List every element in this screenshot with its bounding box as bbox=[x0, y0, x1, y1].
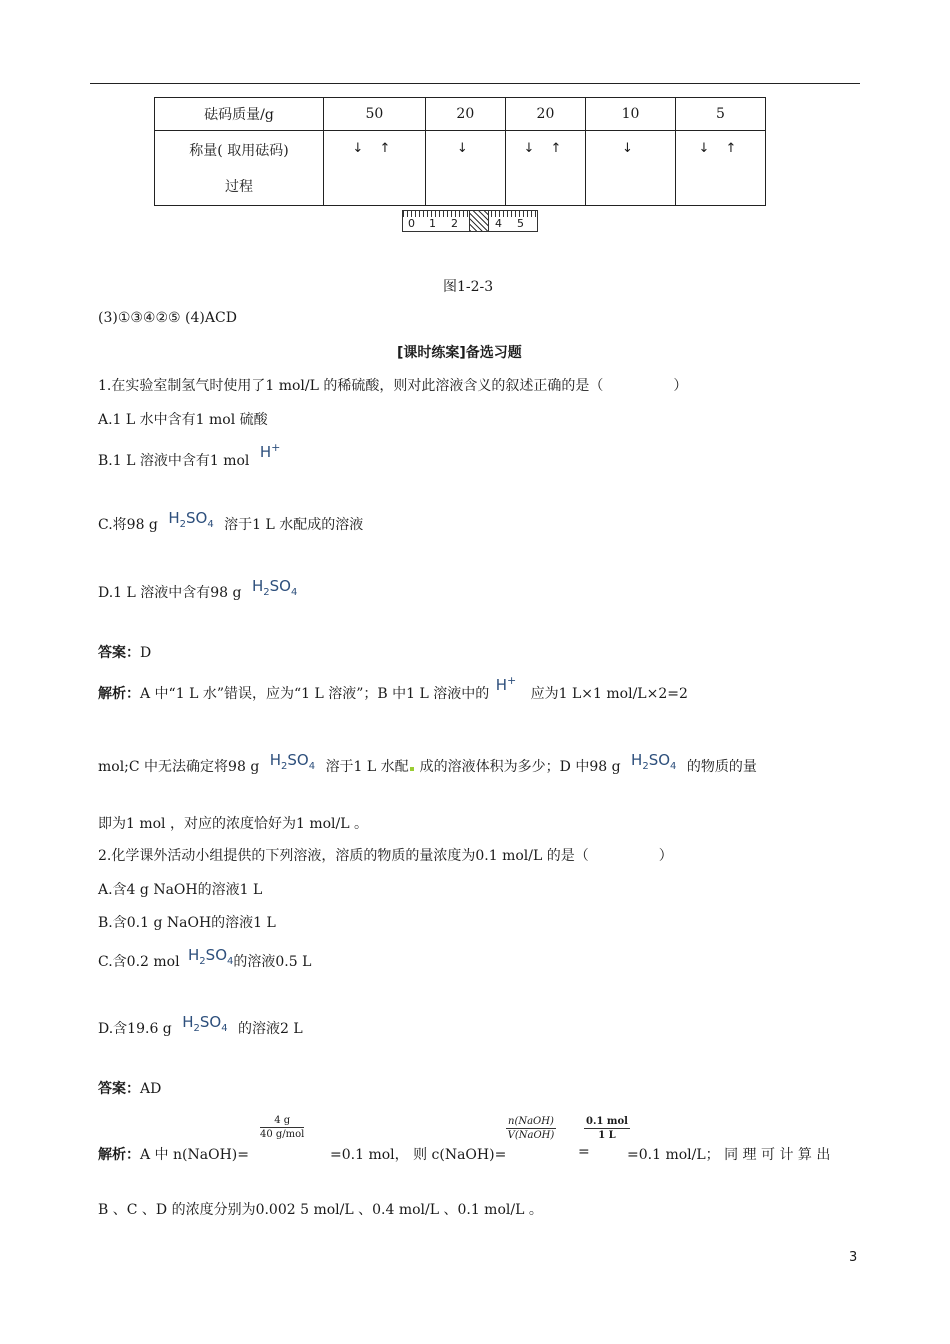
formula-text: SO bbox=[205, 946, 227, 964]
fraction-concentration bbox=[584, 1116, 630, 1141]
fraction-n-over-v bbox=[506, 1116, 556, 1141]
row-label-line2: 过程 bbox=[224, 179, 253, 195]
analysis-text: A 中 n(NaOH)= bbox=[140, 1147, 249, 1163]
arrow-icon: ↓ bbox=[622, 141, 639, 156]
ruler-label: 0 bbox=[408, 217, 415, 230]
section-title: [课时练案]备选习题 bbox=[397, 345, 522, 361]
fraction-denominator: 40 g/mol bbox=[260, 1129, 305, 1140]
q1-analysis-line3: 即为1 mol ，对应的浓度恰好为1 mol/L 。 bbox=[98, 816, 368, 832]
ruler-label: 5 bbox=[517, 217, 524, 230]
analysis-text: 成的溶液体积为多少；D 中98 g bbox=[419, 759, 621, 775]
table-cell bbox=[586, 131, 676, 206]
analysis-label: 解析： bbox=[98, 1147, 140, 1163]
fraction-numerator: 4 g bbox=[260, 1115, 304, 1128]
q2-option-d-post: 的溶液2 L bbox=[238, 1021, 303, 1037]
formula-sub: 2 bbox=[263, 587, 270, 598]
arrow-icon: ↓ ↑ bbox=[698, 141, 743, 156]
table-row-label bbox=[155, 131, 324, 206]
q2-option-b: B.含0.1 g NaOH的溶液1 L bbox=[98, 915, 276, 931]
q2-stem: 2.化学课外活动小组提供的下列溶液，溶质的物质的量浓度为0.1 mol/L 的是（ ） bbox=[98, 848, 673, 864]
table-cell bbox=[323, 131, 425, 206]
table-cell bbox=[425, 131, 505, 206]
formula-h2so4 bbox=[182, 1013, 228, 1034]
formula-sub: 2 bbox=[193, 1023, 200, 1034]
analysis-text: mol;C 中无法确定将98 g bbox=[98, 759, 260, 775]
q2-option-d-pre: D.含19.6 g bbox=[98, 1021, 172, 1037]
q2-option-c-pre: C.含0.2 mol bbox=[98, 954, 180, 970]
arrow-icon: ↓ ↑ bbox=[523, 141, 568, 156]
fraction-numerator: 0.1 mol bbox=[586, 1116, 628, 1127]
formula-sub: 4 bbox=[221, 1023, 228, 1034]
figure-caption: 图1-2-3 bbox=[443, 279, 494, 295]
formula-text: H bbox=[188, 946, 200, 964]
q1-option-c bbox=[98, 509, 364, 536]
formula-text: H bbox=[259, 443, 272, 461]
analysis-text: A 中“1 L 水”错误，应为“1 L 溶液”；B 中1 L 溶液中的 bbox=[140, 686, 490, 702]
q2-option-a: A.含4 g NaOH的溶液1 L bbox=[98, 882, 263, 898]
formula-text: H bbox=[631, 751, 643, 769]
q1-option-a: A.1 L 水中含有1 mol 硫酸 bbox=[98, 412, 268, 428]
q2-analysis-equals: = bbox=[578, 1144, 590, 1160]
formula-text: H bbox=[251, 577, 264, 595]
q2-analysis-line1-left bbox=[98, 1144, 249, 1164]
fraction-mass-over-molar bbox=[260, 1115, 304, 1140]
header-rule bbox=[90, 83, 860, 84]
formula-text: SO bbox=[199, 1013, 222, 1031]
formula-text: SO bbox=[648, 751, 671, 769]
table-cell: 5 bbox=[675, 98, 765, 131]
formula-sub: 4 bbox=[290, 587, 298, 598]
q1-option-d bbox=[98, 577, 298, 604]
table-row-label: 砝码质量/g bbox=[155, 98, 324, 131]
analysis-label: 解析： bbox=[98, 686, 140, 702]
q1-option-c-pre: C.将98 g bbox=[98, 517, 158, 533]
formula-sub: 4 bbox=[207, 519, 214, 530]
q1-option-b bbox=[98, 441, 281, 470]
row-label-line1: 称量( 取用砝码) bbox=[189, 143, 289, 159]
rider-marker bbox=[469, 211, 489, 231]
formula-text: H bbox=[269, 751, 282, 769]
formula-h2so4 bbox=[188, 946, 234, 967]
q1-answer bbox=[98, 642, 151, 662]
ruler-label: 1 bbox=[429, 217, 436, 230]
fraction-denominator: V(NaOH) bbox=[507, 1130, 555, 1141]
table-cell bbox=[675, 131, 765, 206]
q1-option-d-text: D.1 L 溶液中含有98 g bbox=[98, 585, 242, 601]
formula-sub: 2 bbox=[642, 761, 649, 772]
answer-value: D bbox=[140, 645, 152, 661]
answer-label: 答案： bbox=[98, 645, 140, 661]
formula-text: SO bbox=[287, 751, 309, 769]
q1-option-c-post: 溶于1 L 水配成的溶液 bbox=[224, 517, 364, 533]
formula-h2so4 bbox=[168, 509, 214, 530]
q1-analysis-line1 bbox=[98, 674, 688, 703]
fraction-numerator: n(NaOH) bbox=[508, 1116, 554, 1127]
table-cell: 20 bbox=[425, 98, 505, 131]
ruler-label: 4 bbox=[495, 217, 502, 230]
q2-analysis-line1-right: =0.1 mol/L； 同 理 可 计 算 出 bbox=[627, 1147, 831, 1163]
answer-value: AD bbox=[140, 1081, 162, 1097]
formula-sub: 2 bbox=[199, 956, 206, 967]
ruler-figure bbox=[402, 210, 538, 232]
arrow-icon: ↓ bbox=[456, 141, 474, 156]
q2-answer bbox=[98, 1078, 161, 1098]
formula-h-plus bbox=[260, 443, 281, 461]
formula-h2so4 bbox=[631, 751, 677, 772]
formula-h2so4 bbox=[251, 577, 298, 598]
formula-sub: 4 bbox=[227, 956, 234, 967]
formula-sup: + bbox=[506, 674, 517, 687]
q2-analysis-line2: B 、C 、D 的浓度分别为0.002 5 mol/L 、0.4 mol/L 、0.1 mol/L 。 bbox=[98, 1202, 543, 1218]
analysis-text: 的物质的量 bbox=[686, 759, 757, 775]
q2-option-c bbox=[98, 946, 312, 973]
formula-sub: 4 bbox=[670, 761, 677, 772]
formula-sub: 2 bbox=[179, 519, 186, 530]
table-cell bbox=[505, 131, 585, 206]
ruler-label: 2 bbox=[451, 217, 458, 230]
q2-analysis-line1-mid: =0.1 mol， 则 c(NaOH)= bbox=[330, 1147, 507, 1163]
table-cell: 10 bbox=[586, 98, 676, 131]
q2-option-d bbox=[98, 1013, 303, 1040]
arrow-icon: ↓ ↑ bbox=[352, 141, 397, 156]
fraction-denominator: 1 L bbox=[598, 1130, 616, 1141]
formula-text: H bbox=[495, 676, 507, 694]
stray-mark bbox=[410, 767, 414, 771]
table-cell: 20 bbox=[505, 98, 585, 131]
table-cell: 50 bbox=[323, 98, 425, 131]
q1-stem: 1.在实验室制氢气时使用了1 mol/L 的稀硫酸，则对此溶液含义的叙述正确的是（ ） bbox=[98, 378, 688, 394]
analysis-text: 应为1 L×1 mol/L×2=2 bbox=[530, 686, 688, 702]
formula-sub: 2 bbox=[281, 761, 288, 772]
analysis-text: 溶于1 L 水配 bbox=[325, 759, 409, 775]
weights-table bbox=[154, 97, 766, 206]
formula-text: H bbox=[182, 1013, 194, 1031]
q1-option-b-text: B.1 L 溶液中含有1 mol bbox=[98, 453, 250, 469]
formula-text: SO bbox=[186, 509, 208, 527]
q1-analysis-line2 bbox=[98, 751, 757, 778]
page-number: 3 bbox=[849, 1250, 858, 1265]
answer-line: (3)①③④②⑤ (4)ACD bbox=[98, 310, 237, 326]
formula-text: SO bbox=[269, 577, 291, 595]
formula-sub: 4 bbox=[308, 761, 316, 772]
formula-text: H bbox=[168, 509, 180, 527]
formula-h2so4 bbox=[269, 751, 316, 772]
formula-h-plus bbox=[496, 676, 517, 694]
answer-label: 答案： bbox=[98, 1081, 140, 1097]
q2-option-c-post: 的溶液0.5 L bbox=[233, 954, 312, 970]
formula-sup: + bbox=[271, 441, 281, 454]
